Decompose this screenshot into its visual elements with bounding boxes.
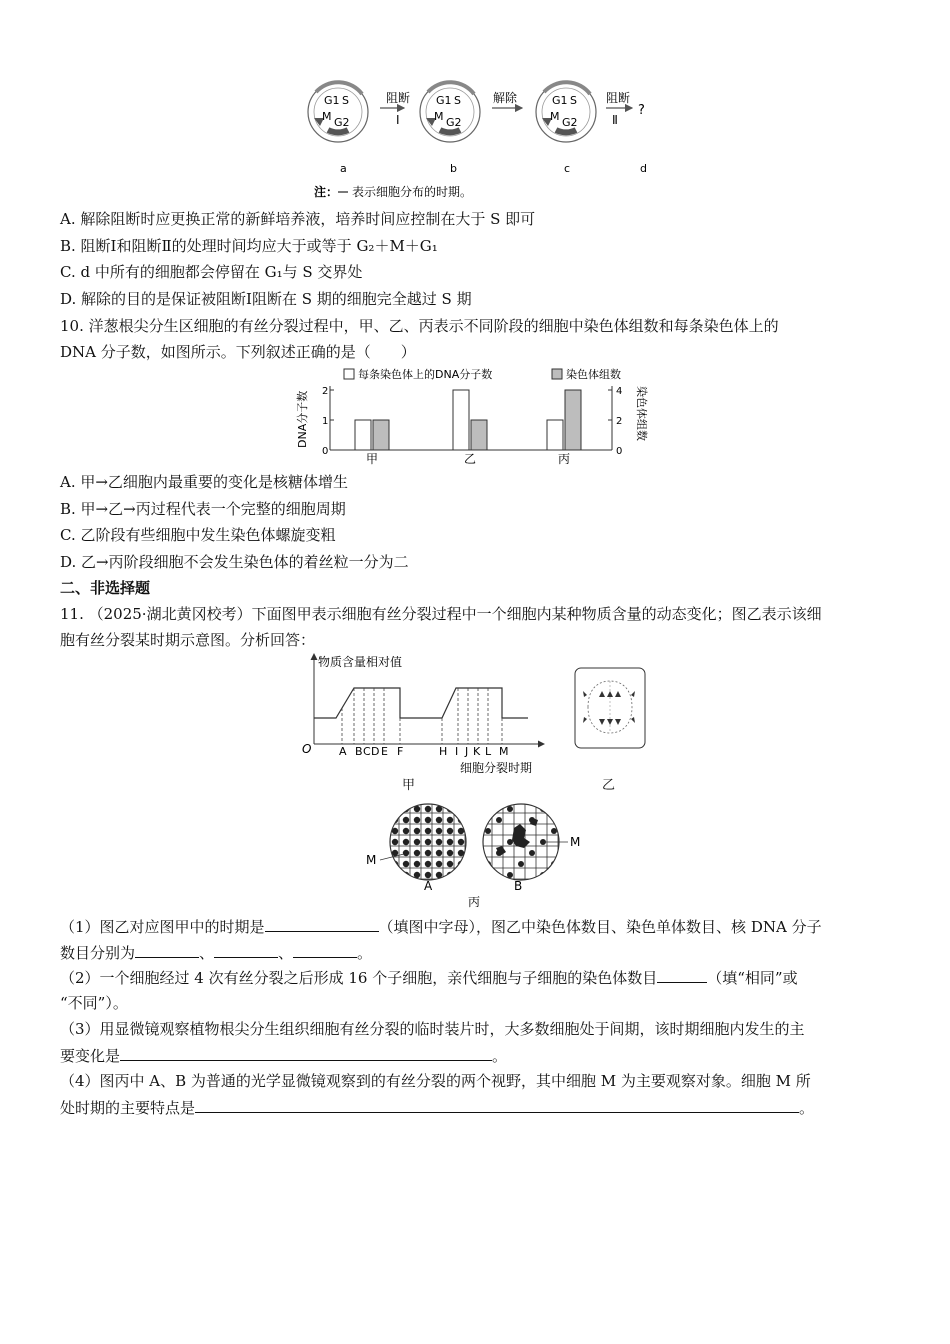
phase-label: S <box>342 94 349 107</box>
q11-part1-line2 <box>60 942 372 963</box>
graph-tick-label: L <box>485 745 492 758</box>
answer-blank-1[interactable] <box>265 916 379 932</box>
q11-part1-line1 <box>60 916 822 937</box>
bar-chromosome-sets <box>373 420 389 450</box>
graph-ylabel: 物质含量相对值 <box>318 655 403 669</box>
caption-c: c <box>564 162 571 175</box>
phase-label: G2 <box>334 116 350 129</box>
q10-option-b: B. 甲→乙→丙过程代表一个完整的细胞周期 <box>60 500 346 518</box>
answer-blank-7[interactable] <box>195 1097 799 1113</box>
cell-m-label-left: M <box>366 853 377 867</box>
q10-option-d: D. 乙→丙阶段细胞不会发生染色体的着丝粒一分为二 <box>60 553 409 571</box>
q11-part1-text-c: 数目分别为 <box>60 944 136 962</box>
cycle-diagram-b <box>420 82 480 142</box>
graph-tick-label: D <box>371 745 380 758</box>
phase-label: G1 <box>436 94 452 107</box>
bar-dna <box>355 420 371 450</box>
q10-option-a: A. 甲→乙细胞内最重要的变化是核糖体增生 <box>60 473 348 491</box>
fig-yi-caption: 乙 <box>602 778 616 793</box>
q10-option-c: C. 乙阶段有些细胞中发生染色体螺旋变粗 <box>60 526 336 544</box>
category-label: 乙 <box>464 452 477 466</box>
arrow3-top-label: 阻断 <box>606 91 631 105</box>
view-b-label: B <box>514 879 523 893</box>
q9-option-b: B. 阻断Ⅰ和阻断Ⅱ的处理时间均应大于或等于 G₂＋M＋G₁ <box>60 237 438 255</box>
graph-tick-label: K <box>473 745 481 758</box>
q9-option-c: C. d 中所有的细胞都会停留在 G₁与 S 交界处 <box>60 263 363 281</box>
q11-part3-text-b: 要变化是 <box>60 1047 121 1065</box>
question-mark: ? <box>638 103 645 118</box>
phase-label: S <box>454 94 461 107</box>
q11-part3-line2 <box>60 1045 507 1066</box>
legend-label-chromosome-sets: 染色体组数 <box>566 368 621 381</box>
answer-blank-5[interactable] <box>657 967 707 983</box>
answer-blank-6[interactable] <box>120 1045 492 1061</box>
caption-b: b <box>450 162 457 175</box>
right-tick-label: 4 <box>616 386 623 397</box>
q11-part4-line1: （4）图丙中 A、B 为普通的光学显微镜观察到的有丝分裂的两个视野，其中细胞 M 为主要观察对象。细胞 M 所 <box>60 1072 811 1090</box>
phase-label: G1 <box>324 94 340 107</box>
answer-blank-3[interactable] <box>214 942 278 958</box>
right-axis-label: 染色体组数 <box>635 386 648 441</box>
category-label: 丙 <box>558 452 571 466</box>
right-tick-label: 2 <box>616 416 623 427</box>
graph-tick-label: I <box>455 745 459 758</box>
phase-label: M <box>434 110 444 123</box>
left-tick-label: 0 <box>322 446 329 457</box>
right-tick-label: 0 <box>616 446 623 457</box>
graph-tick-label: A <box>339 745 347 758</box>
arrow1-bottom-label: Ⅰ <box>396 113 400 127</box>
phase-label: G2 <box>562 116 578 129</box>
period: 。 <box>799 1099 815 1117</box>
graph-origin: O <box>302 742 312 756</box>
arrow3-bottom-label: Ⅱ <box>612 113 618 127</box>
graph-tick-label: H <box>439 745 448 758</box>
separator: 、 <box>278 944 294 962</box>
bar-dna <box>547 420 563 450</box>
note-label: 注： <box>314 185 339 199</box>
phase-label: M <box>550 110 560 123</box>
left-tick-label: 2 <box>322 386 329 397</box>
graph-tick-label: J <box>465 745 469 758</box>
q11-part4-text-b: 处时期的主要特点是 <box>60 1099 196 1117</box>
q9-option-d: D. 解除的目的是保证被阻断Ⅰ阻断在 S 期的细胞完全越过 S 期 <box>60 290 472 308</box>
caption-d: d <box>640 162 647 175</box>
category-label: 甲 <box>366 452 379 466</box>
separator: 、 <box>199 944 215 962</box>
q11-part2-text-a: （2）一个细胞经过 4 次有丝分裂之后形成 16 个子细胞，亲代细胞与子细胞的染色体数目 <box>60 969 658 987</box>
bar-chromosome-sets <box>565 390 581 450</box>
arrow1-top-label: 阻断 <box>386 91 411 105</box>
legend-swatch-chromosome-sets <box>552 369 562 379</box>
q10-stem-line2: DNA 分子数，如图所示。下列叙述正确的是（ ） <box>60 343 416 361</box>
answer-blank-2[interactable] <box>135 942 199 958</box>
caption-a: a <box>340 162 347 175</box>
fig-bing-caption: 丙 <box>468 895 481 909</box>
q11-stem-line1: 11. （2025·湖北黄冈校考）下面图甲表示细胞有丝分裂过程中一个细胞内某种物质含量的动态变化；图乙表示该细 <box>60 605 822 623</box>
q11-part2-line1 <box>60 967 798 988</box>
section-heading: 二、非选择题 <box>60 579 151 597</box>
q11-part2-text-b: （填“相同”或 <box>707 969 798 987</box>
cell-m-label-right: M <box>570 835 581 849</box>
arrow2-top-label: 解除 <box>493 91 518 105</box>
cycle-diagram-c <box>536 82 596 142</box>
phase-label: G2 <box>446 116 462 129</box>
note-text: 表示细胞分布的时期。 <box>352 185 473 199</box>
phase-label: M <box>322 110 332 123</box>
microscope-views-figure <box>364 798 594 910</box>
graph-tick-label: B <box>355 745 363 758</box>
left-axis-label: DNA分子数 <box>296 390 309 448</box>
content-change-graph <box>296 652 566 794</box>
mitosis-cell-figure <box>574 667 648 751</box>
q11-part1-text-a: （1）图乙对应图甲中的时期是 <box>60 918 265 936</box>
q9-option-a: A. 解除阻断时应更换正常的新鲜培养液，培养时间应控制在大于 S 即可 <box>60 210 536 228</box>
graph-tick-label: M <box>499 745 509 758</box>
view-a-label: A <box>424 879 433 893</box>
q11-part4-line2 <box>60 1097 814 1118</box>
bar-dna <box>453 390 469 450</box>
graph-tick-label: F <box>397 745 404 758</box>
phase-label: S <box>570 94 577 107</box>
q11-part1-text-b: （填图中字母），图乙中染色体数目、染色单体数目、核 DNA 分子 <box>378 918 822 936</box>
cell-cycle-figure <box>300 72 660 202</box>
q11-part2-line2: “不同”）。 <box>60 994 128 1012</box>
q11-stem-line2: 胞有丝分裂某时期示意图。分析回答： <box>60 631 316 649</box>
cycle-diagram-a <box>308 82 368 142</box>
graph-caption: 甲 <box>402 778 416 793</box>
phase-label: G1 <box>552 94 568 107</box>
q11-part3-line1: （3）用显微镜观察植物根尖分生组织细胞有丝分裂的临时装片时，大多数细胞处于间期，该时期细胞内发生的主 <box>60 1020 805 1038</box>
bar-chart <box>290 362 670 466</box>
left-tick-label: 1 <box>322 416 329 427</box>
graph-tick-label: E <box>381 745 388 758</box>
legend-swatch-dna <box>344 369 354 379</box>
bar-chromosome-sets <box>471 420 487 450</box>
period: 。 <box>492 1047 508 1065</box>
graph-tick-label: C <box>363 745 371 758</box>
graph-xlabel: 细胞分裂时期 <box>460 761 533 775</box>
legend-label-dna: 每条染色体上的DNA分子数 <box>358 368 493 381</box>
q10-stem-line1: 10. 洋葱根尖分生区细胞的有丝分裂过程中，甲、乙、丙表示不同阶段的细胞中染色体组数和每条染色体上的 <box>60 317 779 335</box>
answer-blank-4[interactable] <box>293 942 357 958</box>
period: 。 <box>357 944 373 962</box>
